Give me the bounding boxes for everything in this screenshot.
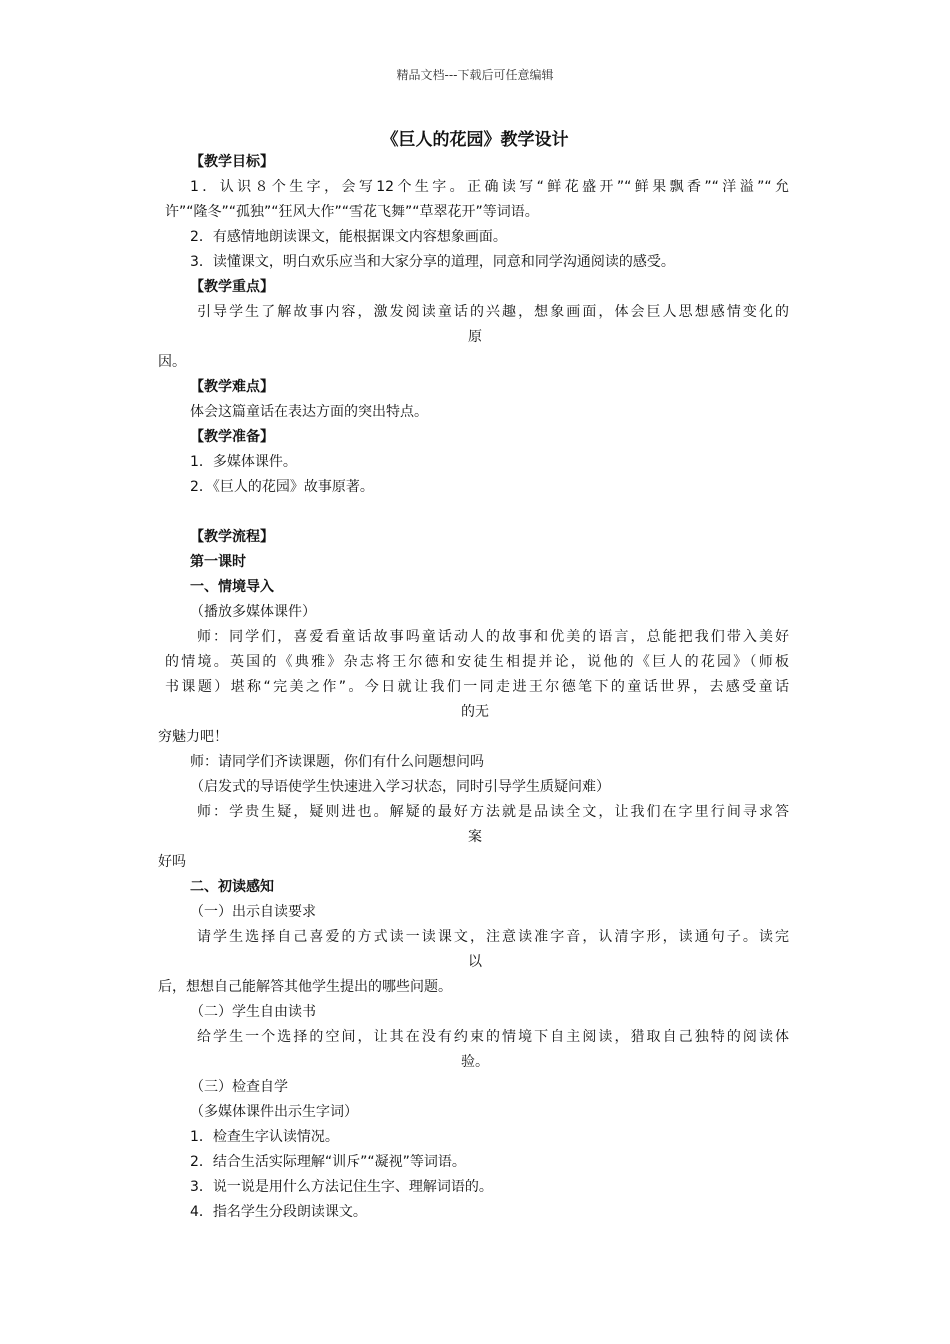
preparation-1: 1．多媒体课件。: [190, 454, 297, 470]
teacher-speech-1-line-3: 书课题）堪称“完美之作”。今日就让我们一同走进王尔德笔下的童话世界，去感受童话: [165, 679, 789, 695]
heading-objectives: 【教学目标】: [190, 154, 274, 170]
free-reading-text: 给学生一个选择的空间，让其在没有约束的情境下自主阅读，猎取自己独特的阅读体: [197, 1029, 789, 1045]
objective-1-line-1: 1．认识８个生字，会写12个生字。正确读写“鲜花盛开”“鲜果飘香”“洋溢”“允: [190, 179, 789, 195]
key-points-text: 引导学生了解故事内容，激发阅读童话的兴趣，想象画面，体会巨人思想感情变化的: [197, 304, 789, 320]
heading-process: 【教学流程】: [190, 529, 274, 545]
self-check-note: （多媒体课件出示生字词）: [190, 1104, 358, 1120]
preparation-2: 2．《巨人的花园》故事原著。: [190, 479, 374, 495]
self-check-4: 4．指名学生分段朗读课文。: [190, 1204, 367, 1220]
subheading-free-reading: （二）学生自由读书: [190, 1004, 316, 1020]
reading-requirements-end: 后，想想自己能解答其他学生提出的哪些问题。: [158, 979, 452, 995]
subheading-self-check: （三）检查自学: [190, 1079, 288, 1095]
heading-first-reading: 二、初读感知: [190, 879, 274, 895]
document-title: 《巨人的花园》教学设计: [381, 130, 569, 150]
teacher-speech-3-wrap: 案: [468, 829, 482, 845]
heading-key-points: 【教学重点】: [190, 279, 274, 295]
teacher-speech-1-line-1: 师：同学们，喜爱看童话故事吗童话动人的故事和优美的语言，总能把我们带入美好: [197, 629, 789, 645]
intro-note: （播放多媒体课件）: [190, 604, 316, 620]
reading-requirements-wrap: 以: [468, 954, 482, 970]
teacher-note-2: （启发式的导语使学生快速进入学习状态，同时引导学生质疑问难）: [190, 779, 610, 795]
objective-2: 2．有感情地朗读课文，能根据课文内容想象画面。: [190, 229, 507, 245]
objective-3: 3．读懂课文，明白欢乐应当和大家分享的道理，同意和同学沟通阅读的感受。: [190, 254, 675, 270]
key-points-end: 因。: [158, 354, 186, 370]
self-check-3: 3．说一说是用什么方法记住生字、理解词语的。: [190, 1179, 493, 1195]
self-check-2: 2．结合生活实际理解“训斥”“凝视”等词语。: [190, 1154, 466, 1170]
heading-first-lesson: 第一课时: [190, 554, 246, 570]
free-reading-wrap: 验。: [461, 1054, 489, 1070]
teacher-speech-3-end: 好吗: [158, 854, 186, 870]
heading-introduction: 一、情境导入: [190, 579, 274, 595]
heading-difficulties: 【教学难点】: [190, 379, 274, 395]
teacher-speech-1-end: 穷魅力吧！: [158, 729, 228, 745]
page-header: 精品文档---下载后可任意编辑: [396, 68, 554, 82]
subheading-reading-requirements: （一）出示自读要求: [190, 904, 316, 920]
teacher-speech-2: 师：请同学们齐读课题，你们有什么问题想问吗: [190, 754, 484, 770]
difficulties-text: 体会这篇童话在表达方面的突出特点。: [190, 404, 428, 420]
heading-preparation: 【教学准备】: [190, 429, 274, 445]
reading-requirements-text: 请学生选择自己喜爱的方式读一读课文，注意读准字音，认清字形，读通句子。读完: [197, 929, 789, 945]
teacher-speech-3: 师：学贵生疑，疑则进也。解疑的最好方法就是品读全文，让我们在字里行间寻求答: [197, 804, 789, 820]
teacher-speech-1-wrap: 的无: [461, 704, 489, 720]
teacher-speech-1-line-2: 的情境。英国的《典雅》杂志将王尔德和安徒生相提并论，说他的《巨人的花园》（师板: [165, 654, 789, 670]
objective-1-line-2: 许”“隆冬”“孤独”“狂风大作”“雪花飞舞”“草翠花开”等词语。: [165, 204, 539, 220]
self-check-1: 1．检查生字认读情况。: [190, 1129, 339, 1145]
key-points-wrap: 原: [468, 329, 482, 345]
